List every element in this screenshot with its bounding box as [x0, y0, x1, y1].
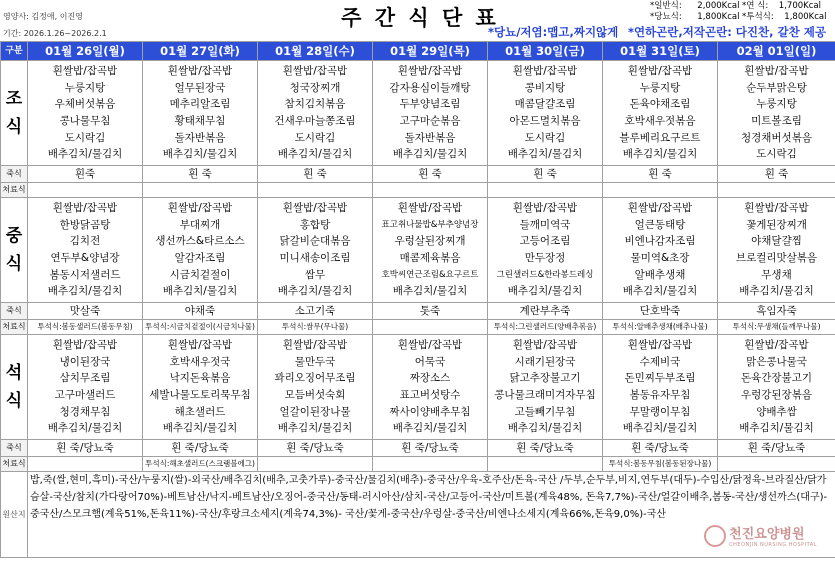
- menu-item: 물미역&초장: [630, 252, 690, 264]
- menu-item: 청경채버섯볶음: [740, 131, 812, 144]
- porridge-cell: 단호박죽: [603, 303, 718, 320]
- menu-item: 호박씨연근조림&요구르트: [381, 269, 479, 280]
- menu-cell: [603, 61, 718, 166]
- menu-item: 양배추쌈: [756, 405, 797, 418]
- menu-cell: [488, 198, 603, 303]
- menu-cell: [718, 61, 835, 166]
- menu-cell: [258, 335, 373, 440]
- nutritionists: 영양사: 김정애, 이진영: [3, 12, 83, 21]
- menu-item: 맑은콩나물국: [746, 355, 807, 368]
- menu-item: 고구마샐러드: [54, 389, 116, 401]
- menu-item: 연두부&양념장: [50, 252, 120, 264]
- menu-item: 돈민찌두부조림: [624, 372, 696, 385]
- menu-item: 누룽지탕: [756, 98, 797, 111]
- menu-item: 흰쌀밥/잡곡밥: [627, 65, 693, 78]
- dialysis-cell: 투석식:시금치겉절이(시금치나물): [143, 320, 258, 335]
- dialysis-cell: 투석식:해초샐러드(스크램블에그): [143, 457, 258, 472]
- porridge-cell: 흰 죽/당뇨죽: [28, 440, 143, 457]
- menu-item: 청경채무침: [59, 405, 111, 418]
- menu-item: 도시락김: [64, 131, 106, 144]
- menu-item: 시금치겉절이: [169, 268, 231, 281]
- lunch-label: 중 식: [1, 198, 28, 303]
- dialysis-cell: 투석식:쌈무(무나물): [258, 320, 373, 335]
- dialysis-cell: [373, 183, 488, 198]
- menu-item: 아몬드멸치볶음: [509, 115, 581, 127]
- menu-item: 한방닭곰탕: [59, 218, 111, 231]
- menu-item: 우렁살된장찌개: [394, 235, 466, 248]
- menu-item: 시래기된장국: [514, 355, 576, 368]
- lunch-porridge-row: [1, 303, 835, 320]
- lunch-dialysis-row: [1, 320, 835, 335]
- menu-item: 흰쌀밥/잡곡밥: [282, 339, 348, 352]
- menu-item: 흰쌀밥/잡곡밥: [52, 65, 118, 78]
- menu-item: 우렁강된장볶음: [740, 389, 812, 401]
- porridge-label: 죽식: [1, 440, 28, 457]
- porridge-cell: 흰죽: [28, 166, 143, 183]
- menu-cell: [488, 335, 603, 440]
- menu-item: 도시락김: [524, 131, 566, 144]
- dialysis-label: 처료식: [1, 320, 28, 335]
- menu-item: 감자용심이들깨탕: [389, 81, 471, 94]
- menu-item: 흰쌀밥/잡곡밥: [167, 202, 233, 215]
- menu-item: 흰쌀밥/잡곡밥: [52, 339, 118, 352]
- porridge-label: 죽식: [1, 166, 28, 183]
- menu-item: 배추김치/물김치: [277, 422, 353, 435]
- menu-item: 흰쌀밥/잡곡밥: [744, 202, 809, 215]
- logo-icon: [704, 525, 726, 547]
- menu-item: 콩비지탕: [524, 81, 566, 94]
- menu-item: 흰쌀밥/잡곡밥: [627, 202, 693, 215]
- porridge-cell: 흑임자죽: [718, 303, 835, 320]
- menu-item: 흰쌀밥/잡곡밥: [282, 202, 348, 215]
- lunch-row: [1, 198, 835, 303]
- menu-item: 비엔나감자조림: [624, 235, 696, 248]
- col-header: 01월 31일(토): [603, 42, 718, 61]
- menu-item: 해초샐러드: [174, 405, 226, 418]
- menu-item: 흰쌀밥/잡곡밥: [627, 339, 693, 352]
- menu-item: 배추김치/물김치: [622, 148, 698, 161]
- menu-item: 알배추생채: [634, 268, 686, 281]
- menu-item: 흰쌀밥/잡곡밥: [512, 202, 578, 215]
- menu-item: 돌자반볶음: [174, 131, 226, 144]
- menu-cell: [718, 198, 835, 303]
- menu-cell: [603, 335, 718, 440]
- dialysis-cell: [28, 457, 143, 472]
- breakfast-porridge-row: [1, 166, 835, 183]
- col-header: 01월 28일(수): [258, 42, 373, 61]
- menu-item: 블루베리요구르트: [619, 131, 701, 144]
- dialysis-label: 처료식: [1, 457, 28, 472]
- menu-item: 얼큰동태탕: [634, 218, 686, 231]
- dialysis-cell: 투석식:봄동샐러드(봄동무침): [28, 320, 143, 335]
- dialysis-cell: [603, 183, 718, 198]
- dialysis-cell: 투석식:무생채(들깨무나물): [718, 320, 835, 335]
- dinner-porridge-row: [1, 440, 835, 457]
- porridge-cell: 흰 죽/당뇨죽: [373, 440, 488, 457]
- menu-item: 삼치무조림: [59, 372, 111, 385]
- period: 기간: 2026.1.26~2026.2.1: [3, 29, 107, 38]
- menu-item: 봄동유자무침: [629, 389, 691, 401]
- menu-item: 쌈무: [304, 268, 326, 281]
- menu-item: 들깨미역국: [519, 218, 571, 231]
- allergy-label: 원산지: [1, 472, 28, 558]
- dialysis-cell: [258, 183, 373, 198]
- menu-item: 배추김치/물김치: [507, 285, 583, 298]
- menu-item: 배추김치/물김치: [277, 148, 353, 161]
- menu-item: 꽈리오징어무조림: [274, 372, 356, 385]
- menu-item: 브로컬리맛살볶음: [735, 252, 818, 264]
- porridge-cell: 흰 죽/당뇨죽: [143, 440, 258, 457]
- menu-table: [0, 41, 835, 558]
- dialysis-cell: [488, 457, 603, 472]
- menu-cell: [373, 198, 488, 303]
- menu-item: 미니새송이조림: [279, 252, 351, 264]
- menu-item: 돈육간장불고기: [740, 372, 812, 385]
- breakfast-label: 조 식: [1, 61, 28, 166]
- menu-item: 참치김치볶음: [284, 98, 346, 111]
- menu-item: 흰쌀밥/잡곡밥: [52, 202, 118, 215]
- header: [0, 0, 835, 42]
- col-header: 01월 30일(금): [488, 42, 603, 61]
- menu-item: 얼무된장국: [174, 81, 226, 94]
- porridge-cell: 흰 죽: [373, 166, 488, 183]
- porridge-cell: 흰 죽/당뇨죽: [718, 440, 835, 457]
- menu-item: 생선까스&타르소스: [155, 235, 245, 248]
- menu-cell: [258, 198, 373, 303]
- menu-item: 배추김치/물김치: [47, 285, 123, 298]
- menu-item: 닭고추장불고기: [509, 372, 581, 385]
- menu-item: 돈육야채조림: [629, 98, 691, 111]
- menu-item: 호박새우젓국: [169, 355, 231, 368]
- dialysis-cell: 투석식:알배추생채(배추나물): [603, 320, 718, 335]
- menu-item: 표고취나물밥&부추양념장: [381, 219, 479, 230]
- dialysis-cell: [28, 183, 143, 198]
- diet-notes: *당뇨/저염:맵고,짜지않게 *연하곤란,저작곤란: 다진찬, 갈찬 제공: [488, 25, 826, 39]
- dialysis-cell: 투석식:그린샐러드(양배추볶음): [488, 320, 603, 335]
- porridge-cell: 흰 죽/당뇨죽: [258, 440, 373, 457]
- menu-item: 배추김치/물김치: [392, 285, 468, 298]
- menu-item: 고들빼기무침: [514, 405, 576, 418]
- col-header: 02월 01일(일): [718, 42, 835, 61]
- porridge-cell: 흰 죽: [718, 166, 835, 183]
- menu-item: 흰쌀밥/잡곡밥: [512, 339, 578, 352]
- menu-item: 야채달걀찜: [751, 235, 802, 248]
- breakfast-row: [1, 61, 835, 166]
- menu-item: 배추김치/물김치: [739, 422, 814, 435]
- menu-item: 호박새우젓볶음: [624, 115, 696, 127]
- kcal-right: *연 식: 1,700Kcal *투석식: 1,800Kcal: [742, 1, 827, 22]
- menu-item: 배추김치/물김치: [507, 148, 583, 161]
- origin-text: 밥,죽(쌀,현미,흑미)-국산/누룽지(쌀)-외국산/배추김치(배추,고춧가루)-중국산/물김치(배추)-중국산/우육-호주산/돈육-국산 /두부,순두부,비지,연두부(대두)-수입산/닭정육-브라질산/닭가슴살-국산/참치(가다랑어70%)-베트남산/낙지-베트남산/오징어-중국산/동태-러시아산/삼치-국산/고등어-국산/미트볼(계육48%, 돈육7,7%)-국산/얼갈이배추,봄동-국산/생선까스(대구)-중국산/스모크햄(계육51%,돈육11%)-국산/후랑크소세지(계육74,3%)- 국산/꽃게-중국산/우렁살-중국산/비엔나소세지(계육66%,돈육9,0%)-국산: [28, 472, 835, 558]
- menu-item: 김치전: [69, 235, 101, 248]
- menu-item: 흰쌀밥/잡곡밥: [167, 339, 233, 352]
- menu-cell: [143, 61, 258, 166]
- menu-item: 얼갈이된장나물: [279, 405, 351, 418]
- menu-item: 콩나물무침: [59, 115, 111, 127]
- hospital-logo: 천진요양병원 CHEONJIN NURSING HOSPITAL: [704, 523, 817, 548]
- menu-item: 고구마순볶음: [399, 115, 461, 127]
- menu-item: 흰쌀밥/잡곡밥: [744, 339, 809, 352]
- dialysis-cell: [143, 183, 258, 198]
- dialysis-cell: [373, 320, 488, 335]
- porridge-cell: 흰 죽: [603, 166, 718, 183]
- menu-item: 세발나물도토리묵무침: [149, 389, 251, 401]
- col-header: 01월 27일(화): [143, 42, 258, 61]
- menu-item: 홍합탕: [299, 218, 331, 231]
- menu-item: 수제비국: [639, 355, 681, 368]
- menu-cell: [603, 198, 718, 303]
- menu-item: 그린샐러드&한라봉드레싱: [496, 269, 594, 280]
- menu-item: 배추김치/물김치: [392, 422, 468, 435]
- dialysis-cell: [718, 183, 835, 198]
- dialysis-cell: [258, 457, 373, 472]
- page-title: 주 간 식 단 표: [341, 6, 499, 30]
- menu-item: 흰쌀밥/잡곡밥: [397, 65, 463, 78]
- menu-item: 닭갈비순대볶음: [279, 235, 351, 248]
- menu-item: 흰쌀밥/잡곡밥: [167, 65, 233, 78]
- menu-cell: [488, 61, 603, 166]
- porridge-cell: 야채죽: [143, 303, 258, 320]
- porridge-cell: 맛살죽: [28, 303, 143, 320]
- porridge-cell: 계란부추죽: [488, 303, 603, 320]
- menu-item: 짜사이양배추무침: [389, 405, 471, 418]
- dialysis-label: 처료식: [1, 183, 28, 198]
- porridge-cell: 소고기죽: [258, 303, 373, 320]
- menu-item: 도시락김: [756, 148, 797, 161]
- menu-cell: [28, 335, 143, 440]
- menu-item: 배추김치/물김치: [507, 422, 583, 435]
- col-header: 01월 26일(월): [28, 42, 143, 61]
- menu-item: 흰쌀밥/잡곡밥: [512, 65, 578, 78]
- menu-item: 배추김치/물김치: [622, 422, 698, 435]
- porridge-cell: 톳죽: [373, 303, 488, 320]
- menu-item: 무말랭이무침: [629, 405, 691, 418]
- menu-item: 어묵국: [414, 355, 446, 368]
- menu-item: 황태채무침: [174, 115, 226, 127]
- dialysis-cell: [373, 457, 488, 472]
- menu-item: 순두부맑은탕: [746, 81, 807, 94]
- breakfast-dialysis-row: [1, 183, 835, 198]
- porridge-cell: 흰 죽: [488, 166, 603, 183]
- menu-item: 매콤달걀조림: [514, 98, 576, 111]
- col-header: 구분: [1, 42, 28, 61]
- menu-item: 매콤제육볶음: [399, 252, 461, 264]
- menu-item: 고등어조림: [519, 235, 571, 248]
- menu-cell: [143, 335, 258, 440]
- porridge-cell: 흰 죽: [258, 166, 373, 183]
- menu-item: 만두장정: [524, 252, 566, 264]
- menu-item: 메추리알조림: [169, 98, 231, 111]
- menu-item: 냉이된장국: [59, 355, 111, 368]
- menu-item: 알감자조림: [174, 252, 226, 264]
- menu-cell: [373, 335, 488, 440]
- menu-item: 표고버섯탕수: [399, 389, 461, 401]
- dialysis-cell: [488, 183, 603, 198]
- menu-item: 봄동시저샐러드: [49, 268, 121, 281]
- menu-cell: [373, 61, 488, 166]
- menu-item: 미트볼조림: [751, 115, 802, 127]
- porridge-label: 죽식: [1, 303, 28, 320]
- menu-item: 누룽지탕: [639, 81, 681, 94]
- menu-cell: [28, 198, 143, 303]
- kcal-left: *일반식: 2,000Kcal *당뇨식: 1,800Kcal: [650, 1, 740, 22]
- menu-cell: [28, 61, 143, 166]
- menu-item: 청국장찌개: [289, 81, 341, 94]
- menu-item: 흰쌀밥/잡곡밥: [397, 202, 463, 215]
- header-row: [1, 42, 835, 61]
- menu-item: 누룽지탕: [64, 81, 106, 94]
- menu-item: 흰쌀밥/잡곡밥: [744, 65, 809, 78]
- menu-item: 부대찌개: [179, 218, 221, 231]
- dialysis-cell: 투석식:봄동무침(봄동된장나물): [603, 457, 718, 472]
- menu-item: 짜장소스: [409, 372, 451, 385]
- menu-item: 배추김치/물김치: [739, 285, 814, 298]
- menu-item: 물만두국: [294, 355, 336, 368]
- menu-item: 도시락김: [294, 131, 336, 144]
- menu-cell: [143, 198, 258, 303]
- dinner-row: [1, 335, 835, 440]
- menu-item: 건새우마늘쫑조림: [274, 115, 356, 127]
- porridge-cell: 흰 죽/당뇨죽: [488, 440, 603, 457]
- menu-item: 무생채: [761, 268, 792, 281]
- menu-item: 흰쌀밥/잡곡밥: [282, 65, 348, 78]
- menu-cell: [718, 335, 835, 440]
- menu-item: 배추김치/물김치: [392, 148, 468, 161]
- porridge-cell: 흰 죽: [143, 166, 258, 183]
- menu-item: 꽃게된장찌개: [746, 218, 807, 231]
- menu-item: 콩나물크래미겨자무침: [494, 389, 596, 401]
- dinner-dialysis-row: [1, 457, 835, 472]
- menu-item: 우체버섯볶음: [54, 98, 116, 111]
- menu-item: 배추김치/물김치: [622, 285, 698, 298]
- menu-item: 배추김치/물김치: [162, 285, 238, 298]
- menu-item: 두부양념조림: [399, 98, 461, 111]
- menu-item: 배추김치/물김치: [162, 148, 238, 161]
- menu-item: 모듬버섯숙회: [284, 389, 346, 401]
- col-header: 01월 29일(목): [373, 42, 488, 61]
- menu-item: 배추김치/물김치: [47, 422, 123, 435]
- dinner-label: 석 식: [1, 335, 28, 440]
- menu-item: 돌자반볶음: [404, 131, 456, 144]
- menu-item: 배추김치/물김치: [162, 422, 238, 435]
- menu-item: 낙지돈육볶음: [169, 372, 231, 385]
- menu-item: 흰쌀밥/잡곡밥: [397, 339, 463, 352]
- dialysis-cell: [718, 457, 835, 472]
- menu-item: 배추김치/물김치: [277, 285, 353, 298]
- menu-item: 배추김치/물김치: [47, 148, 123, 161]
- porridge-cell: 흰 죽/당뇨죽: [603, 440, 718, 457]
- menu-cell: [258, 61, 373, 166]
